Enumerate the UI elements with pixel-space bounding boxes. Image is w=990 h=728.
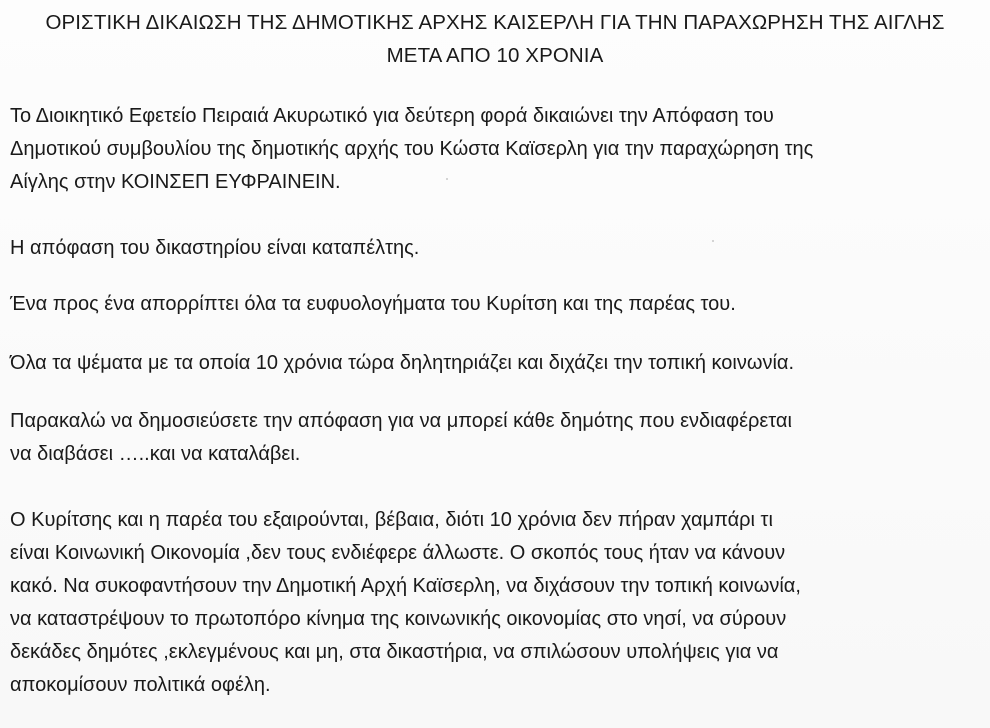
paragraph-publish-request	[10, 405, 985, 471]
paragraph-line: Αίγλης στην ΚΟΙΝΣΕΠ ΕΥΦΡΑΙΝΕΙΝ.	[10, 171, 341, 193]
paragraph-rejection	[10, 288, 985, 321]
scan-speck	[712, 240, 714, 242]
paragraph-line: κακό. Να συκοφαντήσουν την Δημοτική Αρχή Καϊσερλη, να διχάσουν την τοπική κοινωνία,	[10, 575, 801, 597]
paragraph-line: αποκομίσουν πολιτικά οφέλη.	[10, 674, 271, 696]
paragraph-line: Όλα τα ψέματα με τα οποία 10 χρόνια τώρα δηλητηριάζει και διχάζει την τοπική κοινωνία.	[10, 352, 795, 374]
paragraph-line: Η απόφαση του δικαστηρίου είναι καταπέλτης.	[10, 237, 420, 259]
paragraph-line: Ο Κυρίτσης και η παρέα του εξαιρούνται, βέβαια, διότι 10 χρόνια δεν πήραν χαμπάρι τι	[10, 509, 773, 531]
paragraph-lies	[10, 347, 985, 380]
paragraph-decision	[10, 232, 985, 265]
paragraph-line: Δημοτικού συμβουλίου της δημοτικής αρχής του Κώστα Καϊσερλη για την παραχώρηση της	[10, 138, 814, 160]
paragraph-line: δεκάδες δημότες ,εκλεγμένους και μη, στα δικαστήρια, να σπιλώσουν υπολήψεις για να	[10, 641, 779, 663]
document-title-line-2: ΜΕΤΑ ΑΠΟ 10 ΧΡΟΝΙΑ	[386, 44, 604, 67]
scan-speck	[446, 178, 448, 180]
paragraph-court-ruling	[10, 100, 985, 199]
paragraph-accusations	[10, 504, 985, 702]
paragraph-line: να διαβάσει …..και να καταλάβει.	[10, 443, 301, 465]
document-title-line-1: ΟΡΙΣΤΙΚΗ ΔΙΚΑΙΩΣΗ ΤΗΣ ΔΗΜΟΤΙΚΗΣ ΑΡΧΗΣ ΚΑΙΣΕΡΛΗ ΓΙΑ ΤΗΝ ΠΑΡΑΧΩΡΗΣΗ ΤΗΣ ΑΙΓΛΗΣ	[45, 11, 945, 34]
paragraph-line: να καταστρέψουν το πρωτοπόρο κίνημα της κοινωνικής οικονομίας στο νησί, να σύρουν	[10, 608, 787, 630]
paragraph-line: Παρακαλώ να δημοσιεύσετε την απόφαση για να μπορεί κάθε δημότης που ενδιαφέρεται	[10, 410, 792, 432]
paragraph-line: Ένα προς ένα απορρίπτει όλα τα ευφυολογήματα του Κυρίτση και της παρέας του.	[10, 293, 736, 315]
paragraph-line: Το Διοικητικό Εφετείο Πειραιά Ακυρωτικό για δεύτερη φορά δικαιώνει την Απόφαση του	[10, 105, 774, 127]
paragraph-line: είναι Κοινωνική Οικονομία ,δεν τους ενδιέφερε άλλωστε. Ο σκοπός τους ήταν να κάνουν	[10, 542, 786, 564]
